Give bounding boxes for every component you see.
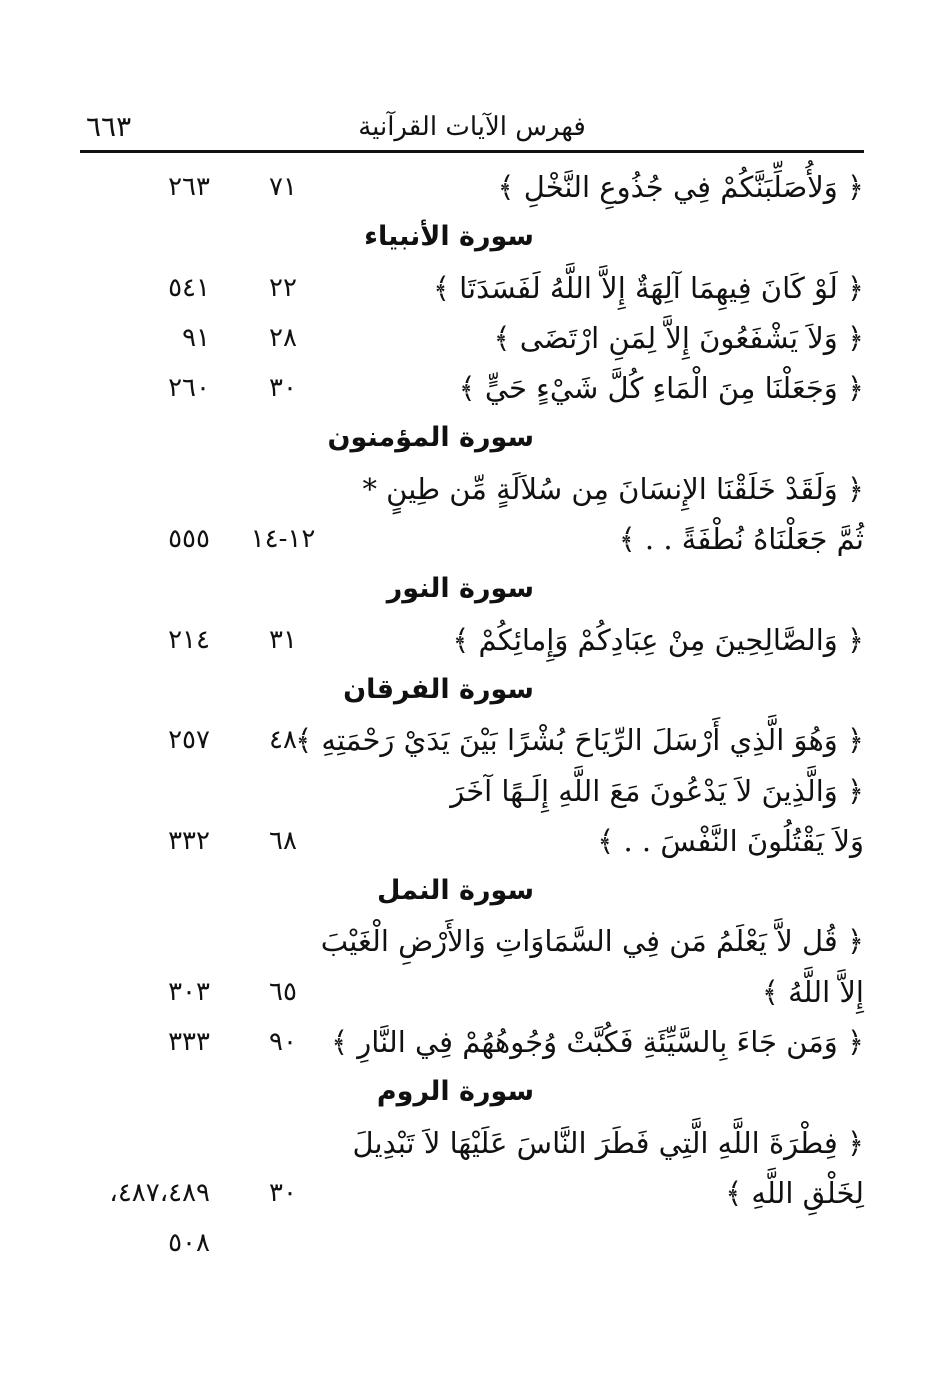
verse-index (80, 162, 864, 1269)
surah-heading-row (80, 866, 864, 916)
ayah-number: ٣٠ (269, 1177, 297, 1208)
verse-row (80, 464, 864, 514)
verse-row (80, 766, 864, 816)
page-reference: ٥٠٨ (168, 1228, 210, 1259)
page-number: ٦٦٣ (86, 110, 132, 143)
ayah-number: ٦٨ (269, 825, 297, 856)
verse-row (80, 263, 864, 313)
verse-row (80, 916, 864, 966)
surah-title: سورة الروم (376, 1076, 534, 1108)
ayah-number: ٢٢ (269, 272, 297, 303)
ayah-number: ١٢-١٤ (250, 524, 316, 555)
page-reference: ٢٦٠ (168, 373, 210, 404)
page-reference: ٢٦٣ (168, 172, 210, 202)
verse-text: ﴿ وَالصَّالِحِينَ مِنْ عِبَادِكُمْ وَإِمائِكُمْ ﴾ (452, 622, 864, 657)
verse-text: ﴿ وَهُوَ الَّذِي أَرْسَلَ الرِّيَاحَ بُشْرًا بَيْنَ يَدَيْ رَحْمَتِهِ ﴾ (295, 723, 864, 758)
verse-row (80, 615, 864, 665)
ayah-number: ٩٠ (269, 1027, 297, 1058)
verse-text: ﴿ وَلاَ يَشْفَعُونَ إِلاَّ لِمَنِ ارْتَضَى ﴾ (493, 320, 864, 355)
ayah-number: ٦٥ (269, 976, 297, 1007)
verse-row (80, 514, 864, 564)
surah-heading-row (80, 1067, 864, 1117)
page-reference (80, 1118, 210, 1168)
surah-title: سورة المؤمنون (327, 422, 534, 454)
page-reference (80, 464, 210, 514)
verse-row (80, 816, 864, 866)
verse-text: ثُمَّ جَعَلْنَاهُ نُطْفَةً . . ﴾ (618, 522, 864, 557)
surah-heading-row (80, 212, 864, 262)
page-reference: ٩١ (182, 322, 210, 353)
verse-row (80, 1218, 864, 1268)
verse-row (80, 1118, 864, 1168)
ayah-number: ٤٨ (269, 725, 297, 756)
page-reference: ٣٠٣ (168, 976, 210, 1007)
surah-heading-row (80, 564, 864, 614)
surah-heading-row (80, 413, 864, 463)
verse-text: إِلاَّ اللَّهُ ﴾ (761, 974, 864, 1009)
verse-text: ﴿ قُل لاَّ يَعْلَمُ مَن فِي السَّمَاوَاتِ وَالأَرْضِ الْغَيْبَ (320, 924, 864, 959)
verse-row (80, 967, 864, 1017)
header-rule (80, 150, 864, 153)
verse-row (80, 313, 864, 363)
ayah-number (248, 916, 318, 966)
ayah-number (248, 464, 318, 514)
page-reference: ٣٣٢ (168, 825, 210, 856)
verse-row (80, 1017, 864, 1067)
page-reference (80, 766, 210, 816)
verse-text: ﴿ وَلَقَدْ خَلَقْنَا الإِنسَانَ مِن سُلاَلَةٍ مِّن طِينٍ * (362, 471, 864, 506)
ayah-number: ٧١ (269, 172, 297, 202)
verse-row (80, 1168, 864, 1218)
page-reference: ٣٣٣ (168, 1027, 210, 1058)
ayah-number (248, 1218, 318, 1268)
ayah-number (248, 1118, 318, 1168)
verse-text: ﴿ وَجَعَلْنَا مِنَ الْمَاءِ كُلَّ شَيْءٍ حَيٍّ ﴾ (458, 371, 864, 406)
verse-text: ﴿ لَوْ كَانَ فِيهِمَا آلِهَةٌ إِلاَّ اللَّهُ لَفَسَدَتَا ﴾ (432, 270, 864, 305)
page-reference (80, 916, 210, 966)
page-reference: ٢٥٧ (168, 725, 210, 756)
ayah-number: ٢٨ (269, 322, 297, 353)
verse-text: وَلاَ يَقْتُلُونَ النَّفْسَ . . ﴾ (597, 823, 864, 858)
surah-title: سورة الأنبياء (364, 221, 534, 253)
page-title: فهرس الآيات القرآنية (358, 112, 586, 142)
ayah-number: ٣٠ (269, 373, 297, 404)
surah-title: سورة النمل (377, 875, 534, 907)
verse-text: ﴿ وَمَن جَاءَ بِالسَّيِّئَةِ فَكُبَّتْ وُجُوهُهُمْ فِي النَّارِ ﴾ (331, 1025, 864, 1060)
page-reference: ٥٤١ (168, 272, 210, 303)
verse-row (80, 162, 864, 212)
page-reference: ٤٨٧،٤٨٩، (109, 1177, 210, 1208)
surah-heading-row (80, 665, 864, 715)
verse-text: ﴿ وَالَّذِينَ لاَ يَدْعُونَ مَعَ اللَّهِ إِلَـهًا آخَرَ (450, 773, 864, 808)
verse-text: لِخَلْقِ اللَّهِ ﴾ (725, 1175, 864, 1210)
verse-row (80, 363, 864, 413)
verse-text: ﴿ وَلأُصَلِّبَنَّكُمْ فِي جُذُوعِ النَّخْلِ ﴾ (497, 170, 864, 204)
page-reference: ٥٥٥ (168, 524, 210, 555)
page-header (80, 104, 864, 150)
verse-text: ﴿ فِطْرَةَ اللَّهِ الَّتِي فَطَرَ النَّاسَ عَلَيْهَا لاَ تَبْدِيلَ (352, 1125, 864, 1160)
ayah-number: ٣١ (269, 624, 297, 655)
surah-title: سورة الفرقان (343, 673, 534, 705)
ayah-number (248, 766, 318, 816)
verse-row (80, 715, 864, 765)
page-reference: ٢١٤ (168, 624, 210, 655)
surah-title: سورة النور (386, 573, 534, 605)
